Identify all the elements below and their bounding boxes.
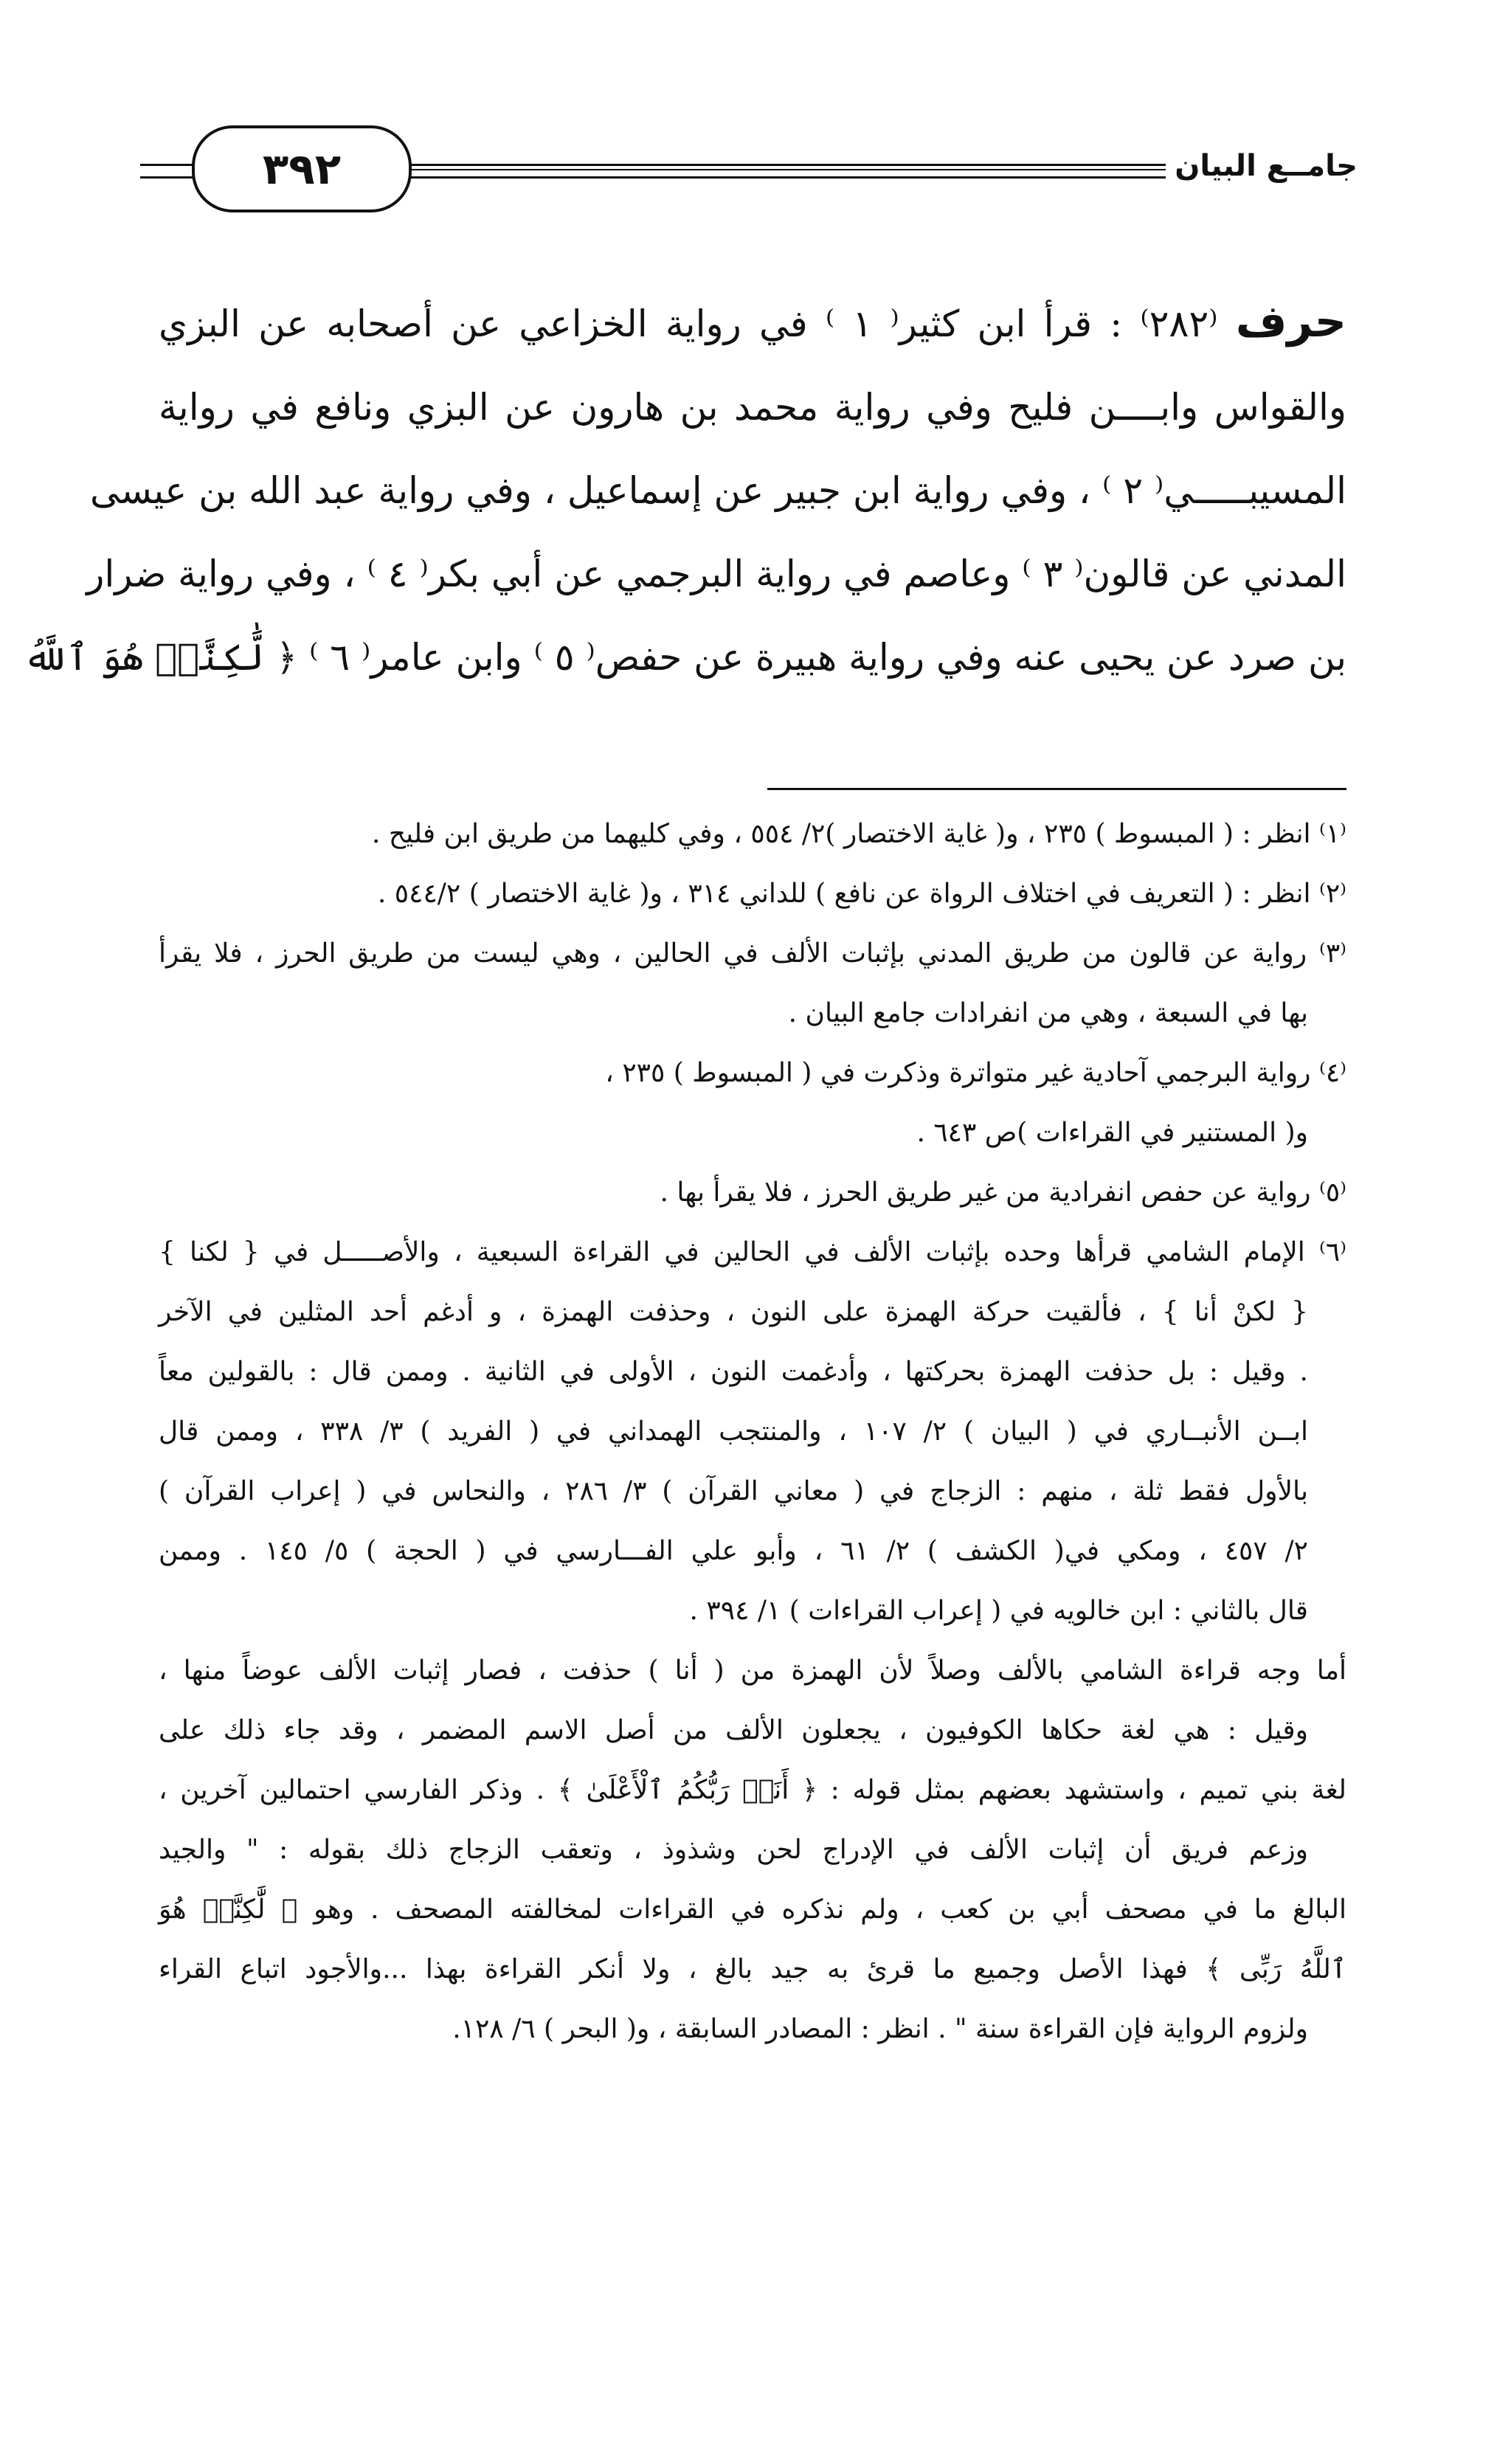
footnote-6-line-6: ٢/ ٤٥٧ ، ومكي في( الكشف ) ٢/ ٦١ ، وأبو علي الفـــارسي في ( الحجة ) ٥/ ١٤٥ . وممن <box>159 1536 1309 1566</box>
footnote-separator <box>767 788 1346 790</box>
footnote-6-line-5: بالأول فقط ثلة ، منهم : الزجاج في ( معاني القرآن ) ٣/ ٢٨٦ ، والنحاس في ( إعراب القرآن ) <box>159 1476 1308 1506</box>
commentary-line-5: البالغ ما في مصحف أبي بن كعب ، ولم نذكره في القراءات لمخالفته المصحف . وهو ﴿ لَّٰكِنَّا۠ هُوَ <box>159 1894 1346 1925</box>
footnote-4-cont: و( المستنير في القراءات )ص ٦٤٣ . <box>916 1118 1308 1148</box>
footnote-5: ⁽٥⁾ رواية عن حفص انفرادية من غير طريق الحرز ، فلا يقرأ بها . <box>660 1177 1346 1208</box>
page-header <box>140 111 1358 221</box>
commentary-line-4: وزعم فريق أن إثبات الألف في الإدراج لحن وشذوذ ، وتعقب الزجاج ذلك بقوله : " والجيد <box>159 1835 1308 1865</box>
footnotes <box>159 804 1346 2059</box>
main-line-4: المدني عن قالون⁽ ٣ ⁾ وعاصم في رواية البرجمي عن أبي بكر⁽ ٤ ⁾ ، وفي رواية ضرار <box>86 553 1346 595</box>
main-line-1-text: ⁽٢٨٢⁾ : قرأ ابن كثير⁽ ١ ⁾ في رواية الخزاعي عن أصحابه عن البزي <box>159 302 1218 345</box>
main-line-5: بن صرد عن يحيى عنه وفي رواية هبيرة عن حفص⁽ ٥ ⁾ وابن عامر⁽ ٦ ⁾ ﴿ لَّٰكِنَّا۠ هُوَ ٱللَّهُ <box>23 636 1346 679</box>
book-title: جامــع البيان <box>1175 149 1358 183</box>
main-text <box>23 280 1346 699</box>
commentary-line-6: ٱللَّهُ رَبِّى ﴾ فهذا الأصل وجميع ما قرئ به جيد بالغ ، ولا أنكر القراءة بهذا ...والأجود اتباع القراء <box>159 1954 1346 1984</box>
footnote-6-line-3: . وقيل : بل حذفت الهمزة بحركتها ، وأدغمت النون ، الأولى في الثانية . وممن قال : بالقولين معاً <box>159 1357 1308 1387</box>
main-line-1 <box>159 280 1346 366</box>
footnote-6-line-4: ابــن الأنبــاري في ( البيان ) ٢/ ١٠٧ ، والمنتجب الهمداني في ( الفريد ) ٣/ ٣٣٨ ، وممن قال <box>159 1416 1308 1447</box>
header-rule-left <box>140 164 199 179</box>
footnote-2: ⁽٢⁾ انظر : ( التعريف في اختلاف الرواة عن نافع ) للداني ٣١٤ ، و( غاية الاختصار ) ٥٤٤/٢ . <box>377 879 1346 909</box>
footnote-4: ⁽٤⁾ رواية البرجمي آحادية غير متواترة وذكرت في ( المبسوط ) ٢٣٥ ، <box>605 1058 1346 1088</box>
commentary-line-2: وقيل : هي لغة حكاها الكوفيون ، يجعلون الألف من أصل الاسم المضمر ، وقد جاء ذلك على <box>159 1715 1308 1745</box>
footnote-3: ⁽٣⁾ رواية عن قالون من طريق المدني بإثبات الألف في الحالين ، وهي ليست من طريق الحرز ، فلا يقرأ <box>159 938 1346 969</box>
page-number: ٣٩٢ <box>192 125 412 212</box>
main-line-2: والقواس وابــــن فليح وفي رواية محمد بن هارون عن البزي ونافع في رواية <box>159 386 1346 429</box>
footnote-6: ⁽٦⁾ الإمام الشامي قرأها وحده بإثبات الألف في الحالين في القراءة السبعية ، والأصـــــل في { لكنا } <box>159 1237 1347 1267</box>
footnote-6-line-7: قال بالثاني : ابن خالويه في ( إعراب القراءات ) ١/ ٣٩٤ . <box>689 1596 1308 1626</box>
commentary-line-3: لغة بني تميم ، واستشهد بعضهم بمثل قوله : ﴿ أَنَا۠ رَبُّكُمُ ٱلْأَعْلَىٰ ﴾ . وذكر الفارسي احتمالين آخرين ، <box>159 1775 1346 1805</box>
main-line-3: المسيبـــــي⁽ ٢ ⁾ ، وفي رواية ابن جبير عن إسماعيل ، وفي رواية عبد الله بن عيسى <box>90 469 1346 512</box>
footnote-1: ⁽١⁾ انظر : ( المبسوط ) ٢٣٥ ، و( غاية الاختصار )٢/ ٥٥٤ ، وفي كليهما من طريق ابن فليح . <box>372 819 1346 849</box>
harf-label: حرف <box>1235 296 1346 347</box>
commentary-line-1: أما وجه قراءة الشامي بالألف وصلاً لأن الهمزة من ( أنا ) حذفت ، فصار إثبات الألف عوضاً منها ، <box>159 1655 1346 1686</box>
footnote-6-line-2: { لكنْ أنا } ، فألقيت حركة الهمزة على النون ، وحذفت الهمزة ، و أدغم أحد المثلين في الآخر <box>159 1297 1308 1327</box>
footnote-3-cont: بها في السبعة ، وهي من انفرادات جامع البيان . <box>788 998 1308 1028</box>
commentary-line-7: ولزوم الرواية فإن القراءة سنة " . انظر : المصادر السابقة ، و( البحر ) ٦/ ١٢٨. <box>452 2014 1308 2044</box>
